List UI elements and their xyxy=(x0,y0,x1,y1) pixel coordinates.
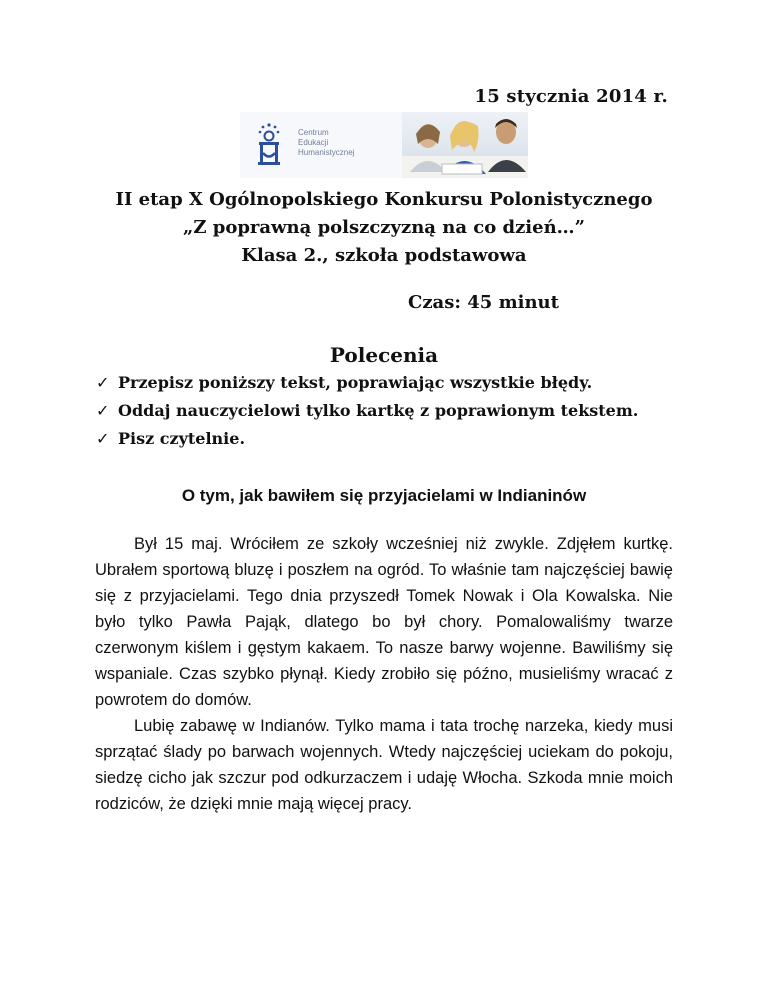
checkmark-icon: ✓ xyxy=(96,401,110,420)
command-text: Oddaj nauczycielowi tylko kartkę z poprawionym tekstem. xyxy=(118,401,639,420)
command-text: Pisz czytelnie. xyxy=(118,429,246,448)
heading-line-3: Klasa 2., szkoła podstawowa xyxy=(241,245,527,266)
command-text: Przepisz poniższy tekst, poprawiając wszystkie błędy. xyxy=(118,373,593,392)
logo-line-3: Humanistycznej xyxy=(298,148,355,157)
command-item xyxy=(96,425,638,453)
document-date: 15 stycznia 2014 r. xyxy=(474,86,668,107)
commands-title: Polecenia xyxy=(329,343,439,367)
text-paragraph: Lubię zabawę w Indianów. Tylko mama i tata trochę narzeka, kiedy musi sprzątać ślady po barwach wojennych. Wtedy najczęściej uciekam do pokoju, siedzę cicho jak szczur pod odkurzaczem i udaję Włocha. Szkoda mnie moich rodziców, że dzięki mnie mają więcej pracy. xyxy=(95,717,673,813)
command-item xyxy=(96,369,638,397)
heading-line-1: II etap X Ogólnopolskiego Konkursu Polonistycznego xyxy=(115,189,653,210)
students-photo xyxy=(402,112,528,178)
contest-heading xyxy=(0,186,768,270)
logo-line-2: Edukacji xyxy=(298,138,329,147)
ceh-logo-icon xyxy=(256,122,282,166)
exercise-text-title: O tym, jak bawiłem się przyjacielami w Indianinów xyxy=(181,486,587,505)
text-paragraph: Był 15 maj. Wróciłem ze szkoły wcześniej niż zwykle. Zdjęłem kurtkę. Ubrałem sportową bluzę i poszłem na ogród. To właśnie tam najczęściej bawię się z przyjacielami. Tego dnia przyszedł Tomek Nowak i Ola Kowalska. Nie było tylko Pawła Pająk, dlatego bo był chory. Pomalowaliśmy twarze czerwonym kiślem i gęstym kakaem. To nasze barwy wojenne. Bawiliśmy się wspaniale. Czas szybko płynął. Kiedy zrobiło się późno, musieliśmy wracać z powrotem do domów. xyxy=(95,535,673,709)
time-limit: Czas: 45 minut xyxy=(408,292,559,313)
students-illustration xyxy=(402,112,528,178)
logo-line-1: Centrum xyxy=(298,128,329,137)
heading-line-2: „Z poprawną polszczyzną na co dzień…” xyxy=(182,217,586,238)
exercise-text xyxy=(95,531,673,817)
logo-caption xyxy=(298,128,378,158)
commands-list xyxy=(96,369,638,453)
checkmark-icon: ✓ xyxy=(96,429,110,448)
header-banner xyxy=(240,112,528,178)
command-item xyxy=(96,397,638,425)
checkmark-icon: ✓ xyxy=(96,373,110,392)
